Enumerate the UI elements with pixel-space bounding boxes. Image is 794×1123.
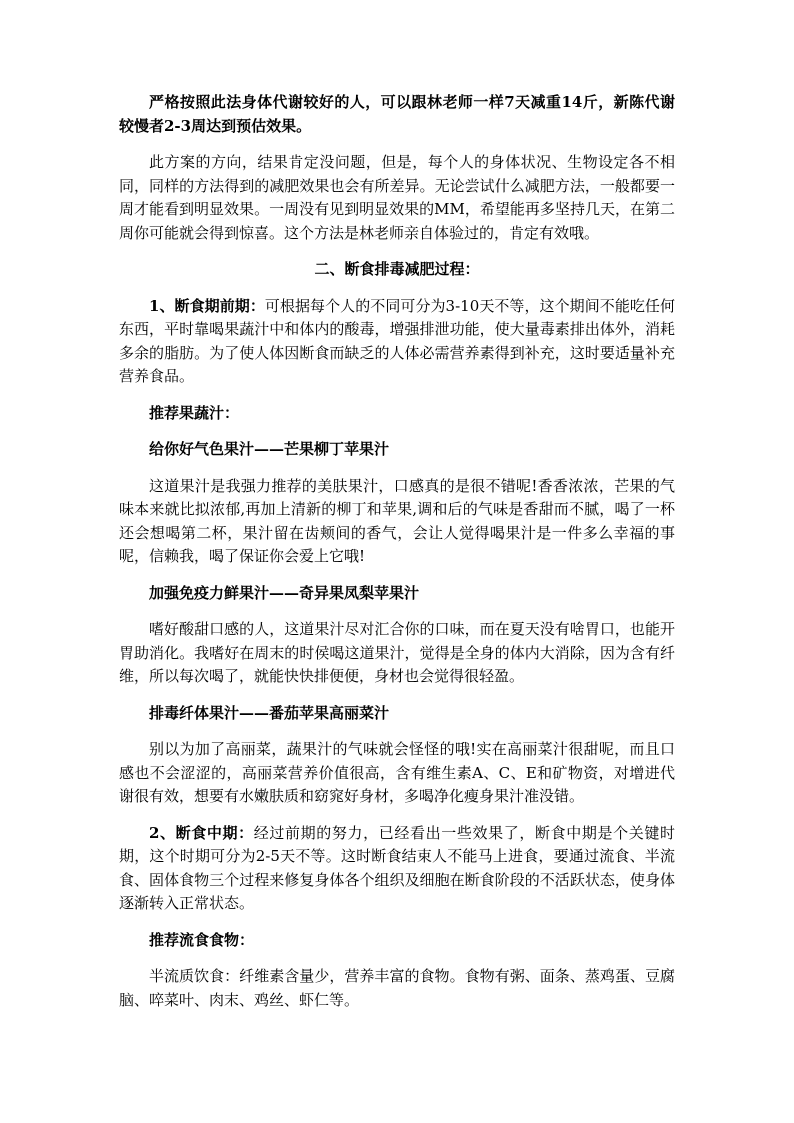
semi-liquid-paragraph: 半流质饮食：纤维素含量少，营养丰富的食物。食物有粥、面条、蒸鸡蛋、豆腐脑、啐菜叶、肉末、鸡丝、虾仁等。 — [119, 967, 675, 1009]
juice3-paragraph: 别以为加了高丽菜，蔬果汁的气味就会怪怪的哦!实在高丽菜汁很甜呢，而且口感也不会涩涩的，高丽菜营养价值很高，含有维生素A、C、E和矿物资，对增进代谢很有效，想要有水嫩肤质和窈窕好身材，多喝净化瘦身果汁准没错。 — [119, 740, 675, 805]
juice1-heading: 给你好气色果汁——芒果柳丁苹果汁 — [149, 440, 390, 458]
juice1-paragraph: 这道果汁是我强力推荐的美肤果汁，口感真的是很不错呢!香香浓浓，芒果的气味本来就比拟浓郁,再加上清新的柳丁和苹果,调和后的气味是香甜而不腻，喝了一杯还会想喝第二杯，果汁留在齿颊间的香气，会让人觉得喝果汁是一件多么幸福的事呢，信赖我，喝了保证你会爱上它哦! — [119, 476, 675, 565]
fasting-early-body: 可根据每个人的不同可分为3-10天不等，这个期间不能吃任何东西，平时靠喝果蔬汁中和体内的酸毒，增强排泄功能，使大量毒素排出体外，消耗多余的脂肪。为了使人体因断食而缺乏的人体必需营养素得到补充，这时要适量补充营养食品。 — [119, 296, 675, 385]
fasting-middle-paragraph — [119, 822, 675, 916]
section-title: 二、断食排毒减肥过程： — [314, 260, 480, 278]
recommend-liquid-heading: 推荐流食食物： — [149, 930, 255, 949]
intro-bold-paragraph: 严格按照此法身体代谢较好的人，可以跟林老师一样7天减重14斤，新陈代谢较慢者2-3周达到预估效果。 — [119, 93, 675, 135]
method-note-paragraph: 此方案的方向，结果肯定没问题，但是，每个人的身体状况、生物设定各不相同，同样的方法得到的减肥效果也会有所差异。无论尝试什么减肥方法，一般都要一周才能看到明显效果。一周没有见到明显效果的MM，希望能再多坚持几天，在第二周你可能就会得到惊喜。这个方法是林老师亲自体验过的，肯定有效哦。 — [119, 153, 675, 242]
fasting-early-lead: 1、断食期前期： — [149, 296, 265, 315]
juice2-paragraph: 嗜好酸甜口感的人，这道果汁尽对汇合你的口味，而在夏天没有啥胃口，也能开胃助消化。我嗜好在周末的时侯喝这道果汁，觉得是全身的体内大消除，因为含有纤维，所以每次喝了，就能快快排便便，身材也会觉得很轻盈。 — [119, 620, 675, 685]
fasting-middle-body: 经过前期的努力，已经看出一些效果了，断食中期是个关键时期，这个时期可分为2-5天不等。这时断食结束人不能马上进食，要通过流食、半流食、固体食物三个过程来修复身体各个组织及细胞在断食阶段的不活跃状态，使身体逐渐转入正常状态。 — [119, 823, 675, 912]
juice3-heading: 排毒纤体果汁——番茄苹果高丽菜汁 — [149, 703, 390, 722]
recommend-juice-heading: 推荐果蔬汁： — [149, 403, 240, 422]
fasting-early-paragraph — [119, 295, 675, 389]
fasting-middle-lead: 2、断食中期： — [149, 823, 254, 842]
juice2-heading: 加强免疫力鲜果汁——奇异果凤梨苹果汁 — [149, 583, 420, 602]
